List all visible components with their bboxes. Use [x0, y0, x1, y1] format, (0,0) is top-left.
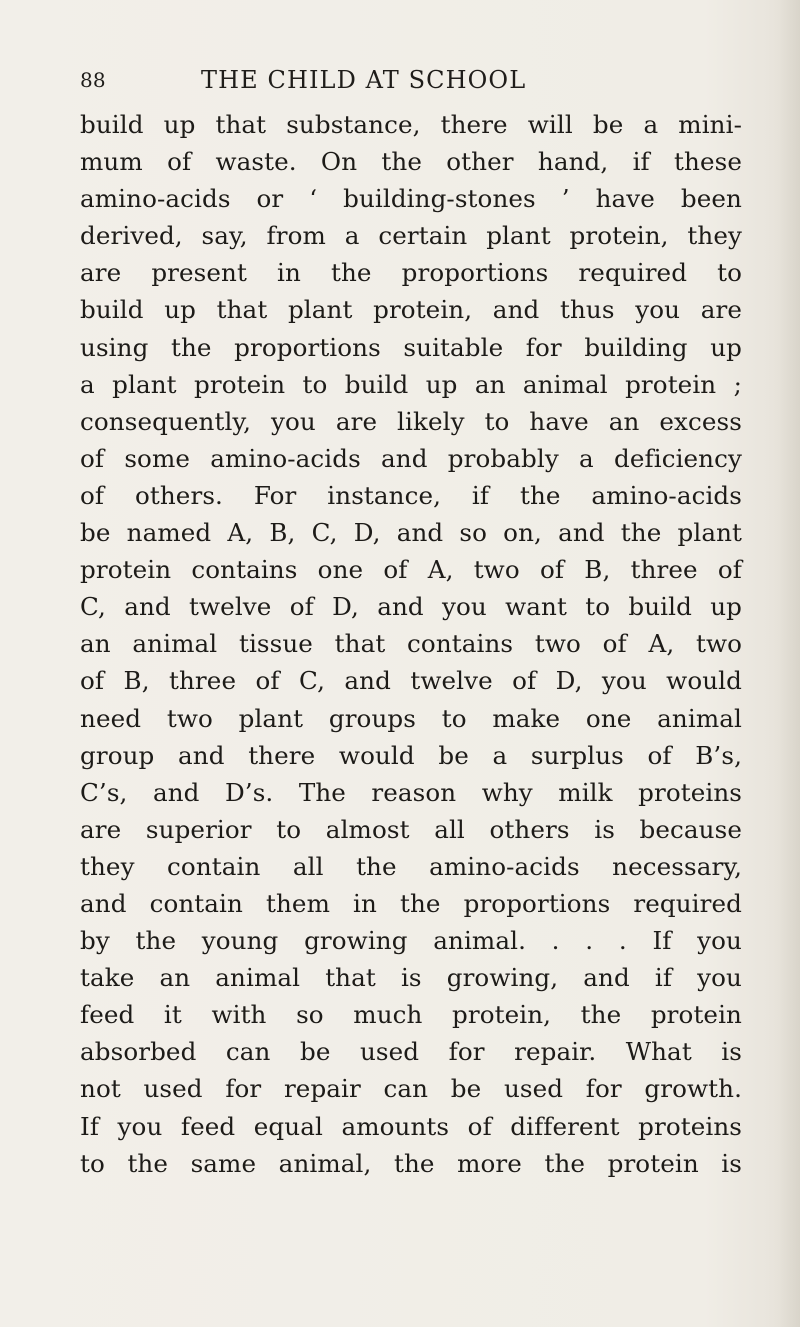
text-line: by the young growing animal. . . . If you	[80, 926, 742, 956]
text-line: derived, say, from a certain plant protein, they	[80, 221, 742, 251]
text-line: not used for repair can be used for growth.	[80, 1074, 742, 1104]
text-line: feed it with so much protein, the protein	[80, 1000, 742, 1030]
text-line: protein contains one of A, two of B, three of	[80, 555, 742, 585]
text-line: absorbed can be used for repair. What is	[80, 1037, 742, 1067]
running-title: THE CHILD AT SCHOOL	[201, 66, 527, 94]
text-line: of some amino-acids and probably a deficiency	[80, 443, 742, 473]
text-line: consequently, you are likely to have an excess	[80, 406, 742, 436]
text-line: an animal tissue that contains two of A, two	[80, 629, 742, 659]
text-line: amino-acids or ‘ building-stones ’ have been	[80, 184, 742, 214]
text-line: C’s, and D’s. The reason why milk proteins	[80, 777, 742, 807]
text-line: build up that plant protein, and thus you are	[80, 295, 742, 325]
text-line: to the same animal, the more the protein is	[80, 1148, 742, 1178]
text-line: mum of waste. On the other hand, if these	[80, 147, 742, 177]
text-line: a plant protein to build up an animal protein ;	[80, 369, 742, 399]
page-header	[80, 66, 740, 106]
text-line: of B, three of C, and twelve of D, you would	[80, 666, 742, 696]
text-line: need two plant groups to make one animal	[80, 703, 742, 733]
text-line: C, and twelve of D, and you want to build up	[80, 592, 742, 622]
text-line: group and there would be a surplus of B’s,	[80, 740, 742, 770]
text-line: are present in the proportions required to	[80, 258, 742, 288]
text-line: using the proportions suitable for building up	[80, 332, 742, 362]
text-line: of others. For instance, if the amino-acids	[80, 480, 742, 510]
text-line: they contain all the amino-acids necessary,	[80, 851, 742, 881]
page-number: 88	[80, 68, 106, 92]
text-line: build up that substance, there will be a mini-	[80, 110, 742, 139]
text-line: are superior to almost all others is because	[80, 814, 742, 844]
text-line: If you feed equal amounts of different proteins	[80, 1111, 742, 1141]
text-line: take an animal that is growing, and if you	[80, 963, 742, 993]
text-line: and contain them in the proportions required	[80, 888, 742, 918]
text-line: be named A, B, C, D, and so on, and the plant	[80, 518, 742, 548]
page-edge-shadow	[778, 0, 800, 1327]
body-text	[80, 106, 742, 1182]
